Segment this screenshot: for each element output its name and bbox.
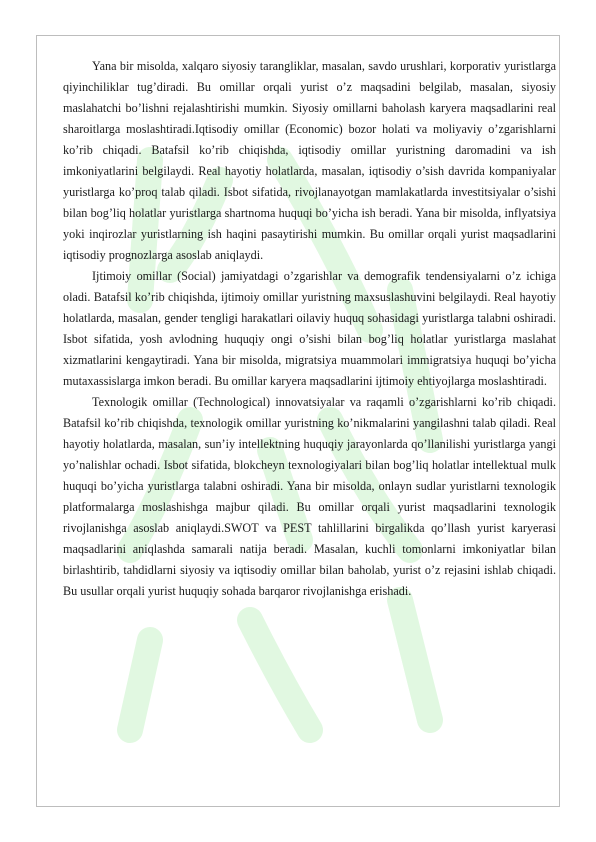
paragraph-political-economic: Yana bir misolda, xalqaro siyosiy tarangliklar, masalan, savdo urushlari, korporativ yuristlarga qiyinchiliklar tug’diradi. Bu omillar orqali yurist o’z maqsadini belgilab, masalan, siyosiy maslahatchi bo’lishni rejalashtirishi mumkin. Siyosiy omillarni baholash karyera maqsadlarini real sharoitlarga moslashtiradi.Iqtisodiy omillar (Economic) bozor holati va moliyaviy o’zgarishlarni ko’rib chiqadi. Batafsil ko’rib chiqishda, iqtisodiy omillar yuristning daromadini va ish imkoniyatlarini belgilaydi. Real hayotiy holatlarda, masalan, iqtisodiy o’sish davrida kompaniyalar yuristlarga ko’proq talab qiladi. Isbot sifatida, rivojlanayotgan mamlakatlarda investitsiyalar o’sishi bilan bog’liq holatlar yuristlarga shartnoma huquqi bo’yicha ish beradi. Yana bir misolda, inflyatsiya yoki inqirozlar yuristlarning ish haqini pasaytirishi mumkin. Bu omillar orqali yurist maqsadlarini iqtisodiy prognozlarga asoslab aniqlaydi. — [63, 59, 556, 262]
body-text — [63, 56, 556, 602]
paragraph-social: Ijtimoiy omillar (Social) jamiyatdagi o’zgarishlar va demografik tendensiyalarni o’z ichiga oladi. Batafsil ko’rib chiqishda, ijtimoiy omillar yuristning maxsuslashuvini belgilaydi. Real hayotiy holatlarda, masalan, gender tengligi harakatlari oilaviy huquq sohasidagi yuristlarga talabni oshiradi. Isbot sifatida, yosh avlodning huquqiy ongi o’sishi bilan bog’liq holatlar yuristlarga maslahat xizmatlarini kengaytiradi. Yana bir misolda, migratsiya muammolari immigratsiya huquqi bo’yicha mutaxassislarga imkon beradi. Bu omillar karyera maqsadlarini ijtimoiy ehtiyojlarga moslashtiradi. — [63, 269, 556, 388]
paragraph-technological: Texnologik omillar (Technological) innovatsiyalar va raqamli o’zgarishlarni ko’rib chiqadi. Batafsil ko’rib chiqishda, texnologik omillar yuristning ko’nikmalarini yangilashni talab qiladi. Real hayotiy holatlarda, masalan, sun’iy intellektning huquqiy jarayonlarda qo’llanilishi yuristlarga yangi yo’nalishlar ochadi. Isbot sifatida, blokcheyn texnologiyalari bilan bog’liq holatlar intellektual mulk huquqi bo’yicha yuristlarga talabni oshiradi. Yana bir misolda, onlayn sudlar yuristlarni texnologik platformalarga moslashishga majbur qiladi. Bu omillar orqali yurist maqsadlarini texnologik rivojlanishga asoslab aniqlaydi.SWOT va PEST tahlillarini birgalikda qo’llash yurist karyerasi maqsadlarini aniqlashda samarali natija beradi. Masalan, kuchli tomonlarni imkoniyatlar bilan birlashtirib, tahdidlarni siyosiy va iqtisodiy omillar bilan baholab, yurist o’z rejasini ishlab chiqadi. Bu usullar orqali yurist huquqiy sohada barqaror rivojlanishga erishadi. — [63, 395, 556, 598]
